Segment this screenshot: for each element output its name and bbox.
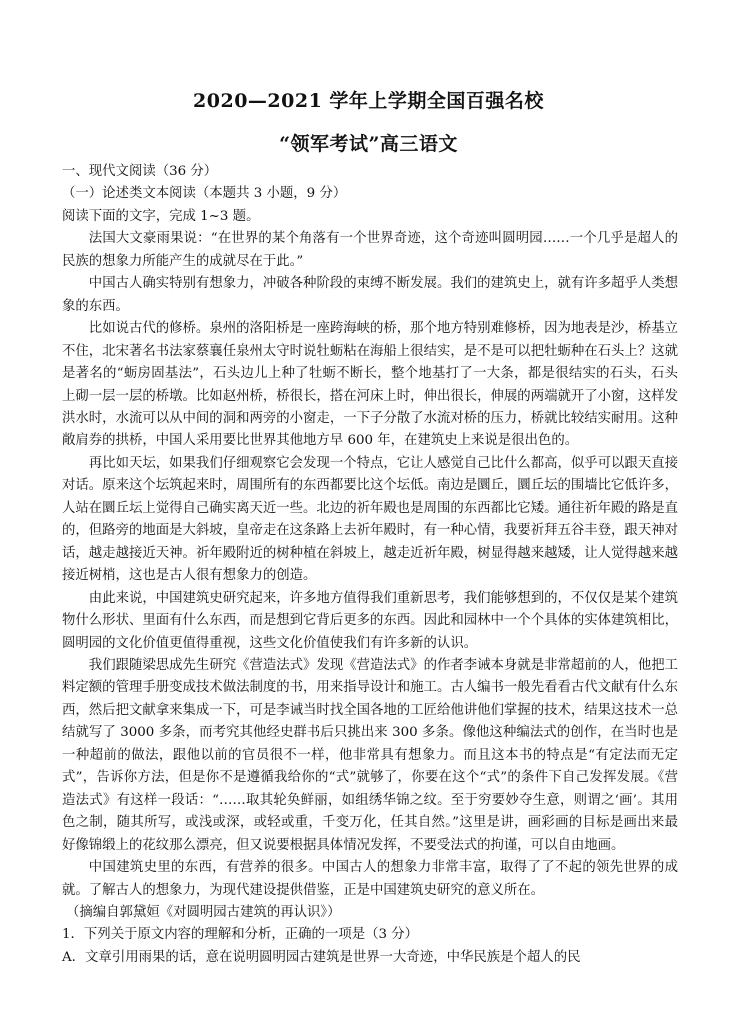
section-heading: 一、现代文阅读（36 分） bbox=[62, 164, 218, 179]
passage-source: （摘编自郭黛姮《对圆明园古建筑的再认识》） bbox=[66, 904, 341, 920]
passage-paragraph: 法国大文豪雨果说：“在世界的某个角落有一个世界奇迹，这个奇迹叫圆明园……一个几乎是超人的民族的想象力所能产生的成就尽在于此。” bbox=[62, 231, 678, 269]
exam-subtitle: “领军考试”高三语文 bbox=[279, 133, 458, 155]
passage-paragraph: 中国古人确实特别有想象力，冲破各种阶段的束缚不断发展。我们的建筑史上，就有许多超乎人类想象的东西。 bbox=[62, 276, 678, 314]
reading-instruction: 阅读下面的文字，完成 1~3 题。 bbox=[62, 208, 260, 224]
exam-title: 2020—2021 学年上学期全国百强名校 bbox=[193, 90, 544, 112]
passage-paragraph: 由此来说，中国建筑史研究起来，许多地方值得我们重新思考，我们能够想到的，不仅仅是某个建筑物什么形状、里面有什么东西，而是想到它背后更多的东西。因此和园林中一个个具体的实体建筑相比，圆明园的文化价值更值得重视，这些文化价值使我们有许多新的认识。 bbox=[62, 590, 678, 651]
passage-paragraph: 中国建筑史里的东西，有营养的很多。中国古人的想象力非常丰富，取得了了不起的领先世界的成就。了解古人的想象力，为现代建设提供借鉴，正是中国建筑史研究的意义所在。 bbox=[62, 860, 678, 898]
passage-paragraph: 比如说古代的修桥。泉州的洛阳桥是一座跨海峡的桥，那个地方特别难修桥，因为地表是沙，桥基立不住，北宋著名书法家蔡襄任泉州太守时说牡蛎粘在海船上很结实，是不是可以把牡蛎种在石头上？这就是著名的“蛎房固基法”，石头边儿上种了牡蛎不断长，整个地基打了一大条，都是很结实的石头，石头上砌一层一层的桥墩。比如赵州桥，桥很长，搭在河床上时，伸出很长，伸展的两端就开了小窗，这样发洪水时，水流可以从中间的洞和两旁的小窗走，一下子分散了水流对桥的压力，桥就比较结实耐用。这种敞肩券的拱桥，中国人采用要比世界其他地方早 600 年，在建筑史上来说是很出色的。 bbox=[62, 321, 678, 449]
passage-paragraph: 再比如天坛，如果我们仔细观察它会发现一个特点，它让人感觉自己比什么都高，似乎可以跟天直接对话。原来这个坛筑起来时，周围所有的东西都要比这个坛低。南边是圜丘，圜丘坛的围墙比它低许多，人站在圜丘坛上觉得自己确实离天近一些。北边的祈年殿也是周围的东西都比它矮。通往祈年殿的路是直的，但路旁的地面是大斜坡，皇帝走在这条路上去祈年殿时，有一种心情，我要祈拜五谷丰登，跟天神对话，越走越接近天神。祈年殿附近的树种植在斜坡上，越走近祈年殿，树显得越来越矮，让人觉得越来越接近树梢，这也是古人很有想象力的创造。 bbox=[62, 455, 678, 584]
question-option-a: A．文章引用雨果的话，意在说明圆明园古建筑是世界一大奇迹，中华民族是个超人的民 bbox=[62, 949, 581, 965]
subsection-heading: （一）论述类文本阅读（本题共 3 小题，9 分） bbox=[62, 186, 347, 202]
exam-body bbox=[62, 161, 678, 969]
passage-paragraph: 我们跟随梁思成先生研究《营造法式》发现《营造法式》的作者李诫本身就是非常超前的人，他把工料定额的管理手册变成技术做法制度的书，用来指导设计和施工。古人编书一般先看看古代文献有什么东西，然后把文献拿来集成一下，可是李诫当时找全国各地的工匠给他讲他们掌握的技术，结果这技术一总结就写了 3000 多条，而考究其他经史群书后只挑出来 300 多条。像他这种编法式的创作，在当时也是一种超前的做法，跟他以前的官员很不一样，他非常具有想象力。而且这本书的特点是“有定法而无定式”，告诉你方法，但是你不是遵循我给你的“式”就够了，你要在这个“式”的条件下自己发挥发展。《营造法式》有这样一段话：“……取其轮奂鲜丽，如组绣华锦之纹。至于穷要妙夺生意，则谓之‘画’。其用色之制，随其所写，或浅或深，或轻或重，千变万化，任其自然。”这里是讲，画彩画的目标是画出来最好像锦缎上的花纹那么漂亮，但又说要根据具体情况发挥，不要受法式的拘谨，可以自由地画。 bbox=[62, 657, 678, 853]
question-stem: 1．下列关于原文内容的理解和分析，正确的一项是（3 分） bbox=[62, 927, 419, 943]
